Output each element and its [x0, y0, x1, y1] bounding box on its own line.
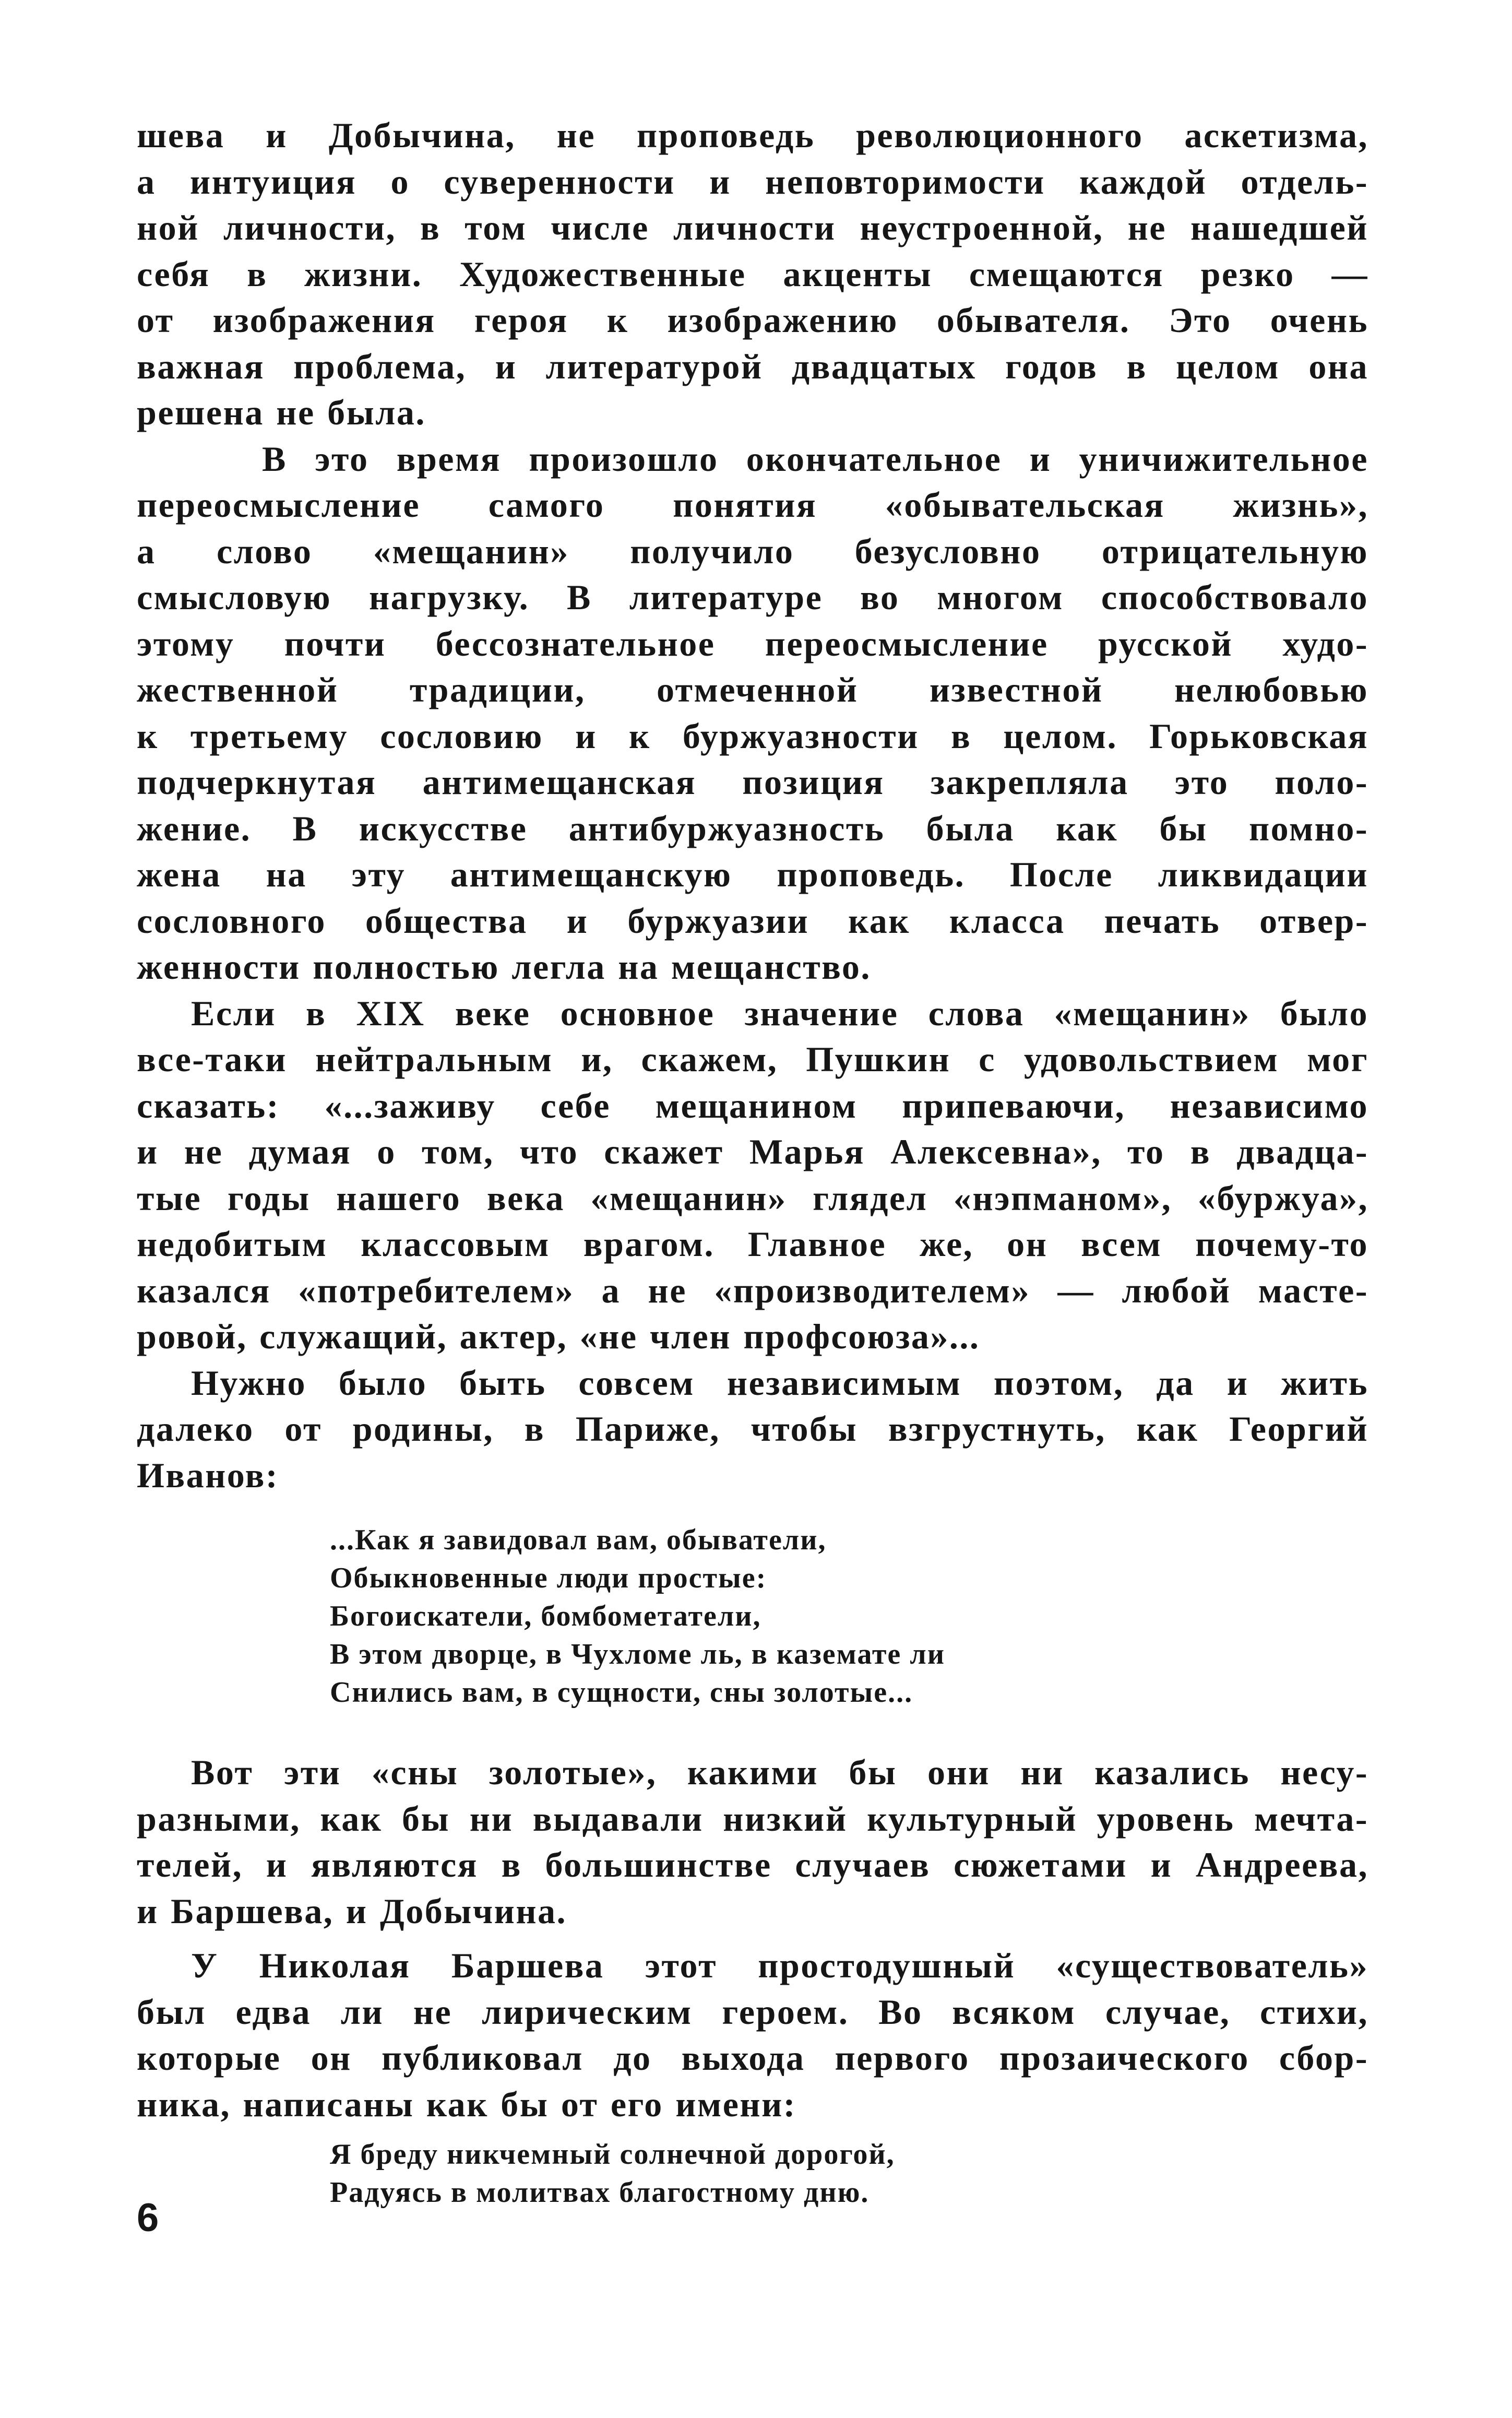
text-line: сословного общества и буржуазии как класса печать отвер-	[137, 900, 1368, 941]
verse-line: ...Как я завидовал вам, обыватели,	[330, 1524, 827, 1556]
text-line: У Николая Баршева этот простодушный «существователь»	[191, 1946, 1368, 1985]
text-line: казался «потребителем» а не «производителем» — любой масте-	[137, 1270, 1368, 1310]
text-line: женности полностью легла на мещанство.	[137, 947, 871, 987]
spacer	[137, 2127, 1368, 2136]
text-line: сказать: «...заживу себе мещанином припеваючи, независимо	[137, 1085, 1368, 1125]
spacer	[137, 1712, 1368, 1749]
paragraph-6	[137, 1942, 1368, 2127]
text-line: а слово «мещанин» получило безусловно отрицательную	[137, 531, 1368, 571]
text-line: тые годы нашего века «мещанин» глядел «нэпманом», «буржуа»,	[137, 1178, 1368, 1218]
page-body	[137, 112, 1368, 2212]
text-line: Если в XIX веке основное значение слова «мещанин» было	[191, 993, 1368, 1033]
verse-quote-1	[137, 1521, 1368, 1712]
paragraph-3	[137, 990, 1368, 1360]
text-line: все-таки нейтральным и, скажем, Пушкин с удовольствием мог	[137, 1039, 1368, 1079]
text-line: к третьему сословию и к буржуазности в целом. Горьковская	[137, 716, 1368, 756]
verse-quote-2	[137, 2136, 1368, 2212]
text-line: ника, написаны как бы от его имени:	[137, 2084, 796, 2124]
text-line: недобитым классовым врагом. Главное же, он всем почему-то	[137, 1224, 1368, 1264]
text-line: смысловую нагрузку. В литературе во многом способствовало	[137, 577, 1368, 617]
text-line: этому почти бессознательное переосмысление русской худо-	[137, 623, 1368, 663]
verse-line: Богоискатели, бомбометатели,	[330, 1600, 761, 1632]
verse-line: В этом дворце, в Чухломе ль, в каземате ли	[330, 1638, 945, 1670]
verse-line: Снились вам, в сущности, сны золотые...	[330, 1676, 913, 1709]
spacer	[137, 1934, 1368, 1942]
text-line: разными, как бы ни выдавали низкий культурный уровень мечта-	[137, 1798, 1368, 1839]
spacer	[137, 1498, 1368, 1521]
text-line: а интуиция о суверенности и неповторимости каждой отдель-	[137, 161, 1368, 202]
text-line: себя в жизни. Художественные акценты смещаются резко —	[137, 254, 1368, 294]
text-line: от изображения героя к изображению обывателя. Это очень	[137, 300, 1368, 340]
text-line: жена на эту антимещанскую проповедь. После ликвидации	[137, 855, 1368, 894]
text-line: Вот эти «сны золотые», какими бы они ни казались несу-	[191, 1752, 1368, 1792]
text-line: подчеркнутая антимещанская позиция закрепляла это поло-	[137, 762, 1368, 802]
text-line: и Баршева, и Добычина.	[137, 1891, 567, 1931]
text-line: шева и Добычина, не проповедь революционного аскетизма,	[137, 115, 1368, 155]
text-line: жение. В искусстве антибуржуазность была как бы помно-	[137, 808, 1368, 848]
text-line: далеко от родины, в Париже, чтобы взгрустнуть, как Георгий	[137, 1409, 1368, 1449]
verse-line: Обыкновенные люди простые:	[330, 1562, 767, 1594]
page-number: 6	[137, 2196, 159, 2240]
text-line: переосмысление самого понятия «обывательская жизнь»,	[137, 485, 1368, 525]
text-line: и не думая о том, что скажет Марья Алексевна», то в двадца-	[137, 1132, 1368, 1171]
text-line: жественной традиции, отмеченной известной нелюбовью	[137, 670, 1368, 709]
paragraph-4	[137, 1360, 1368, 1499]
text-line: ровой, служащий, актер, «не член профсоюза»...	[137, 1317, 980, 1356]
paragraph-2	[137, 436, 1368, 990]
text-line: важная проблема, и литературой двадцатых годов в целом она	[137, 346, 1368, 386]
text-line: Иванов:	[137, 1455, 279, 1495]
paragraph-1	[137, 112, 1368, 436]
text-line: был едва ли не лирическим героем. Во всяком случае, стихи,	[137, 1992, 1368, 2032]
text-line: Нужно было быть совсем независимым поэтом, да и жить	[191, 1362, 1368, 1403]
text-line: В это время произошло окончательное и уничижительное	[262, 438, 1368, 479]
paragraph-5	[137, 1749, 1368, 1934]
verse-line: Я бреду никчемный солнечной дорогой,	[330, 2138, 895, 2171]
text-line: решена не была.	[137, 393, 426, 432]
text-line: которые он публиковал до выхода первого прозаического сбор-	[137, 2038, 1368, 2078]
text-line: ной личности, в том числе личности неустроенной, не нашедшей	[137, 208, 1368, 247]
verse-line: Радуясь в молитвах благостному дню.	[330, 2176, 870, 2209]
text-line: телей, и являются в большинстве случаев сюжетами и Андреева,	[137, 1845, 1368, 1884]
